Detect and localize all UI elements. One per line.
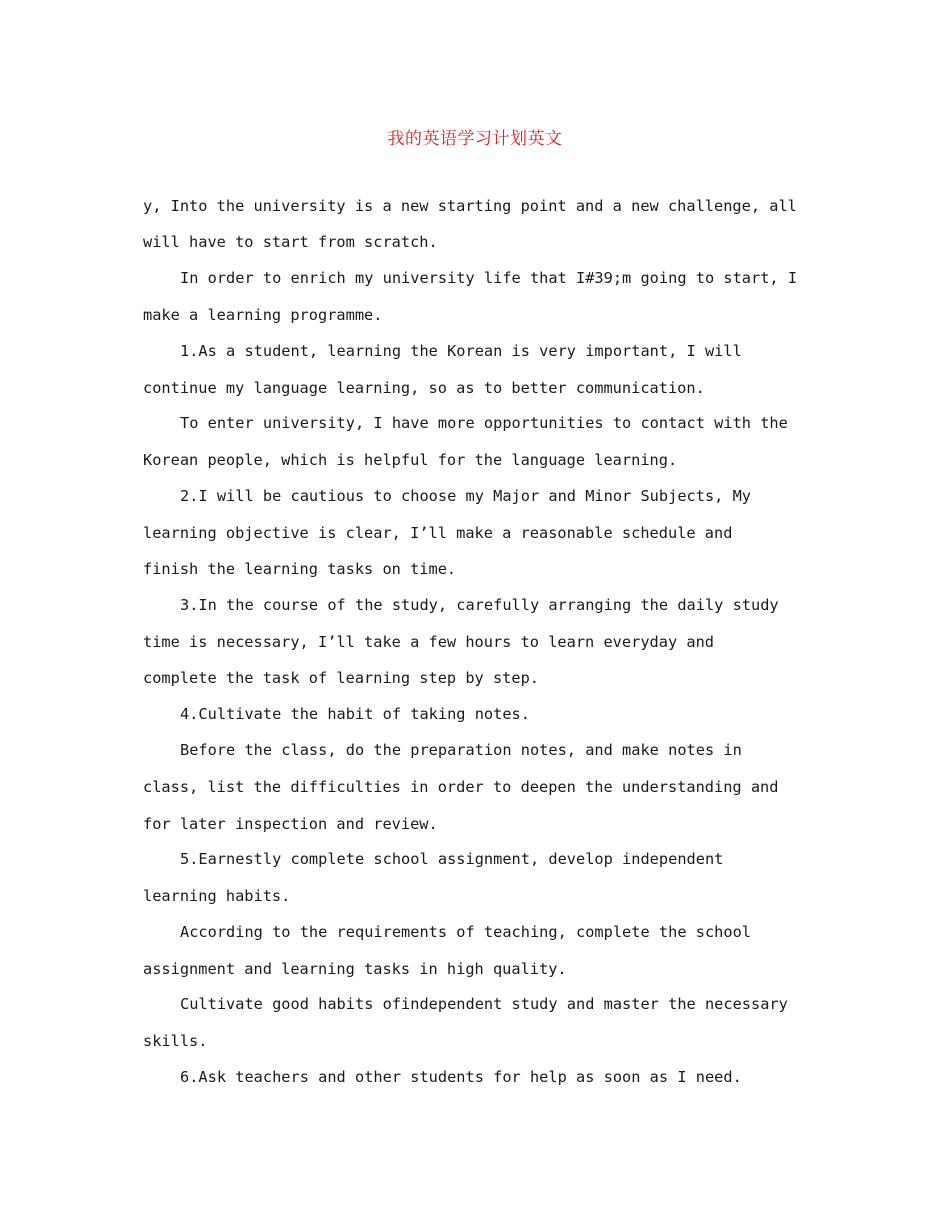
document-title: 我的英语学习计划英文 xyxy=(387,129,563,149)
text-line: Korean people, which is helpful for the language learning. xyxy=(143,451,678,469)
text-line: 5.Earnestly complete school assignment, develop independent xyxy=(180,850,724,868)
text-line: y, Into the university is a new starting point and a new challenge, all xyxy=(143,197,797,215)
text-line: for later inspection and review. xyxy=(143,815,438,833)
text-line: 2.I will be cautious to choose my Major and Minor Subjects, My xyxy=(180,487,751,505)
text-line: According to the requirements of teaching, complete the school xyxy=(180,923,751,941)
text-line: assignment and learning tasks in high quality. xyxy=(143,960,567,978)
text-line: make a learning programme. xyxy=(143,306,383,324)
text-line: 1.As a student, learning the Korean is very important, I will xyxy=(180,342,742,360)
text-line: continue my language learning, so as to better communication. xyxy=(143,379,705,397)
text-line: Cultivate good habits ofindependent study and master the necessary xyxy=(180,995,788,1013)
text-line: class, list the difficulties in order to deepen the understanding and xyxy=(143,778,779,796)
text-line: learning objective is clear, I’ll make a reasonable schedule and xyxy=(143,524,733,542)
text-line: time is necessary, I’ll take a few hours to learn everyday and xyxy=(143,633,714,651)
text-line: In order to enrich my university life that I#39;m going to start, I xyxy=(180,269,798,287)
text-line: skills. xyxy=(143,1032,208,1050)
text-line: 3.In the course of the study, carefully arranging the daily study xyxy=(180,596,779,614)
text-line: learning habits. xyxy=(143,887,291,905)
text-line: 4.Cultivate the habit of taking notes. xyxy=(180,705,530,723)
text-line: To enter university, I have more opportunities to contact with the xyxy=(180,414,788,432)
text-line: finish the learning tasks on time. xyxy=(143,560,457,578)
text-line: will have to start from scratch. xyxy=(143,233,438,251)
text-line: complete the task of learning step by step. xyxy=(143,669,540,687)
text-line: Before the class, do the preparation notes, and make notes in xyxy=(180,741,742,759)
text-line: 6.Ask teachers and other students for help as soon as I need. xyxy=(180,1068,742,1086)
